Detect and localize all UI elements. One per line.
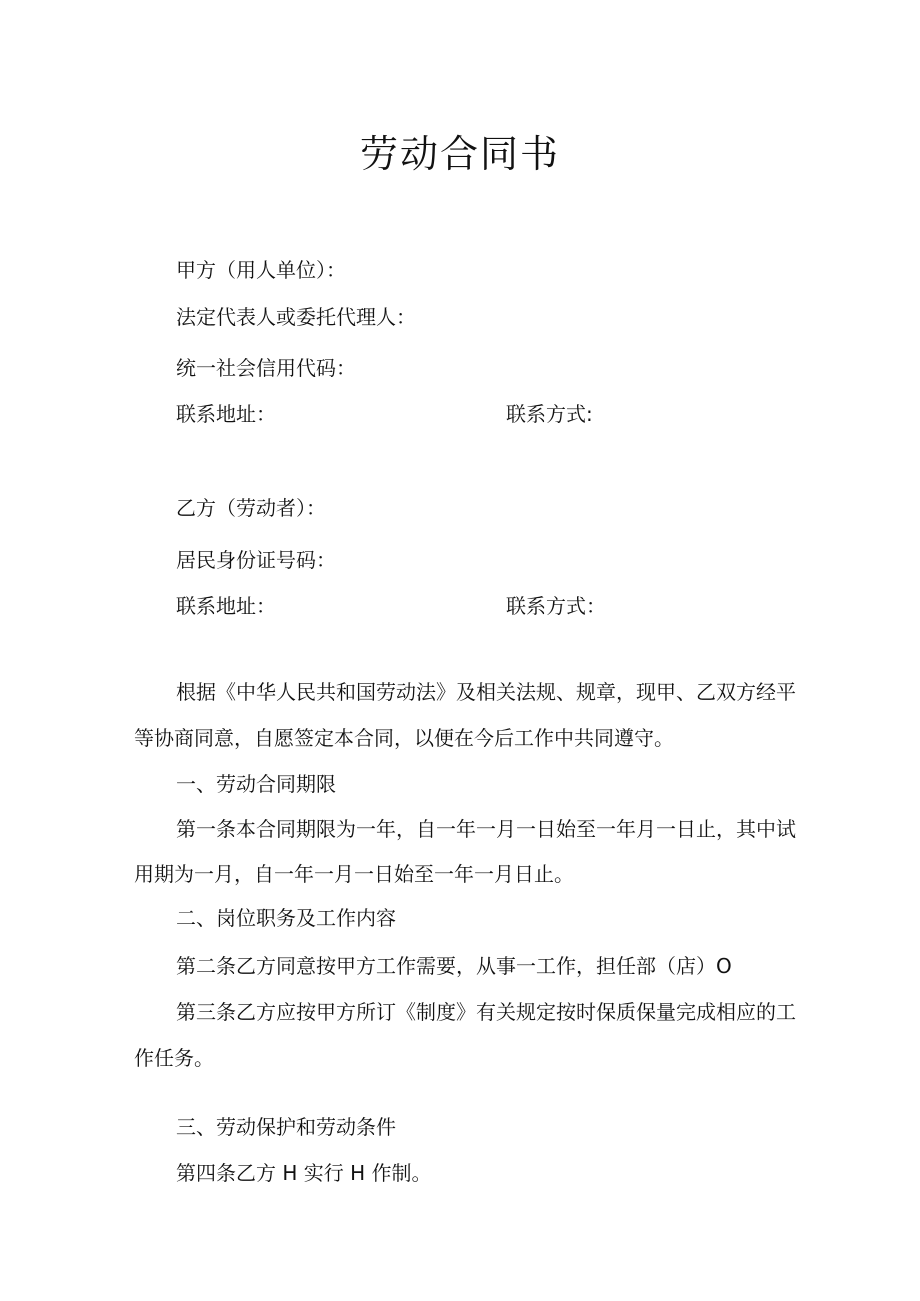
section-3-heading: 三、劳动保护和劳动条件	[176, 1115, 396, 1139]
article-4: 第四条乙方 H 实行 H 作制。	[176, 1161, 432, 1185]
party-b-address-label: 联系地址：	[176, 594, 276, 618]
article-1-line-2: 用期为一月，自一年一月一日始至一年一月日止。	[134, 862, 574, 886]
preamble-line-2: 等协商同意，自愿签定本合同，以便在今后工作中共同遵守。	[134, 726, 674, 750]
document-title: 劳动合同书	[359, 132, 560, 176]
party-a-address-label: 联系地址：	[176, 402, 276, 426]
party-a-representative-label: 法定代表人或委托代理人：	[176, 305, 416, 329]
preamble-line-1: 根据《中华人民共和国劳动法》及相关法规、规章，现甲、乙双方经平	[176, 680, 796, 704]
party-b-contact-label: 联系方式：	[506, 594, 606, 618]
party-b-id-label: 居民身份证号码：	[176, 548, 336, 572]
article-3-line-2: 作任务。	[134, 1046, 214, 1070]
section-1-heading: 一、劳动合同期限	[176, 772, 336, 796]
party-a-name-label: 甲方（用人单位）：	[176, 258, 346, 282]
section-2-heading: 二、岗位职务及工作内容	[176, 906, 396, 930]
article-1-line-1: 第一条本合同期限为一年，自一年一月一日始至一年月一日止，其中试	[176, 817, 796, 841]
article-3-line-1: 第三条乙方应按甲方所订《制度》有关规定按时保质保量完成相应的工	[176, 1000, 796, 1024]
article-2: 第二条乙方同意按甲方工作需要，从事一工作，担任部（店）O	[176, 954, 732, 978]
party-b-name-label: 乙方（劳动者）：	[176, 496, 326, 520]
party-a-credit-code-label: 统一社会信用代码：	[176, 356, 356, 380]
party-a-contact-label: 联系方式:	[506, 402, 593, 426]
